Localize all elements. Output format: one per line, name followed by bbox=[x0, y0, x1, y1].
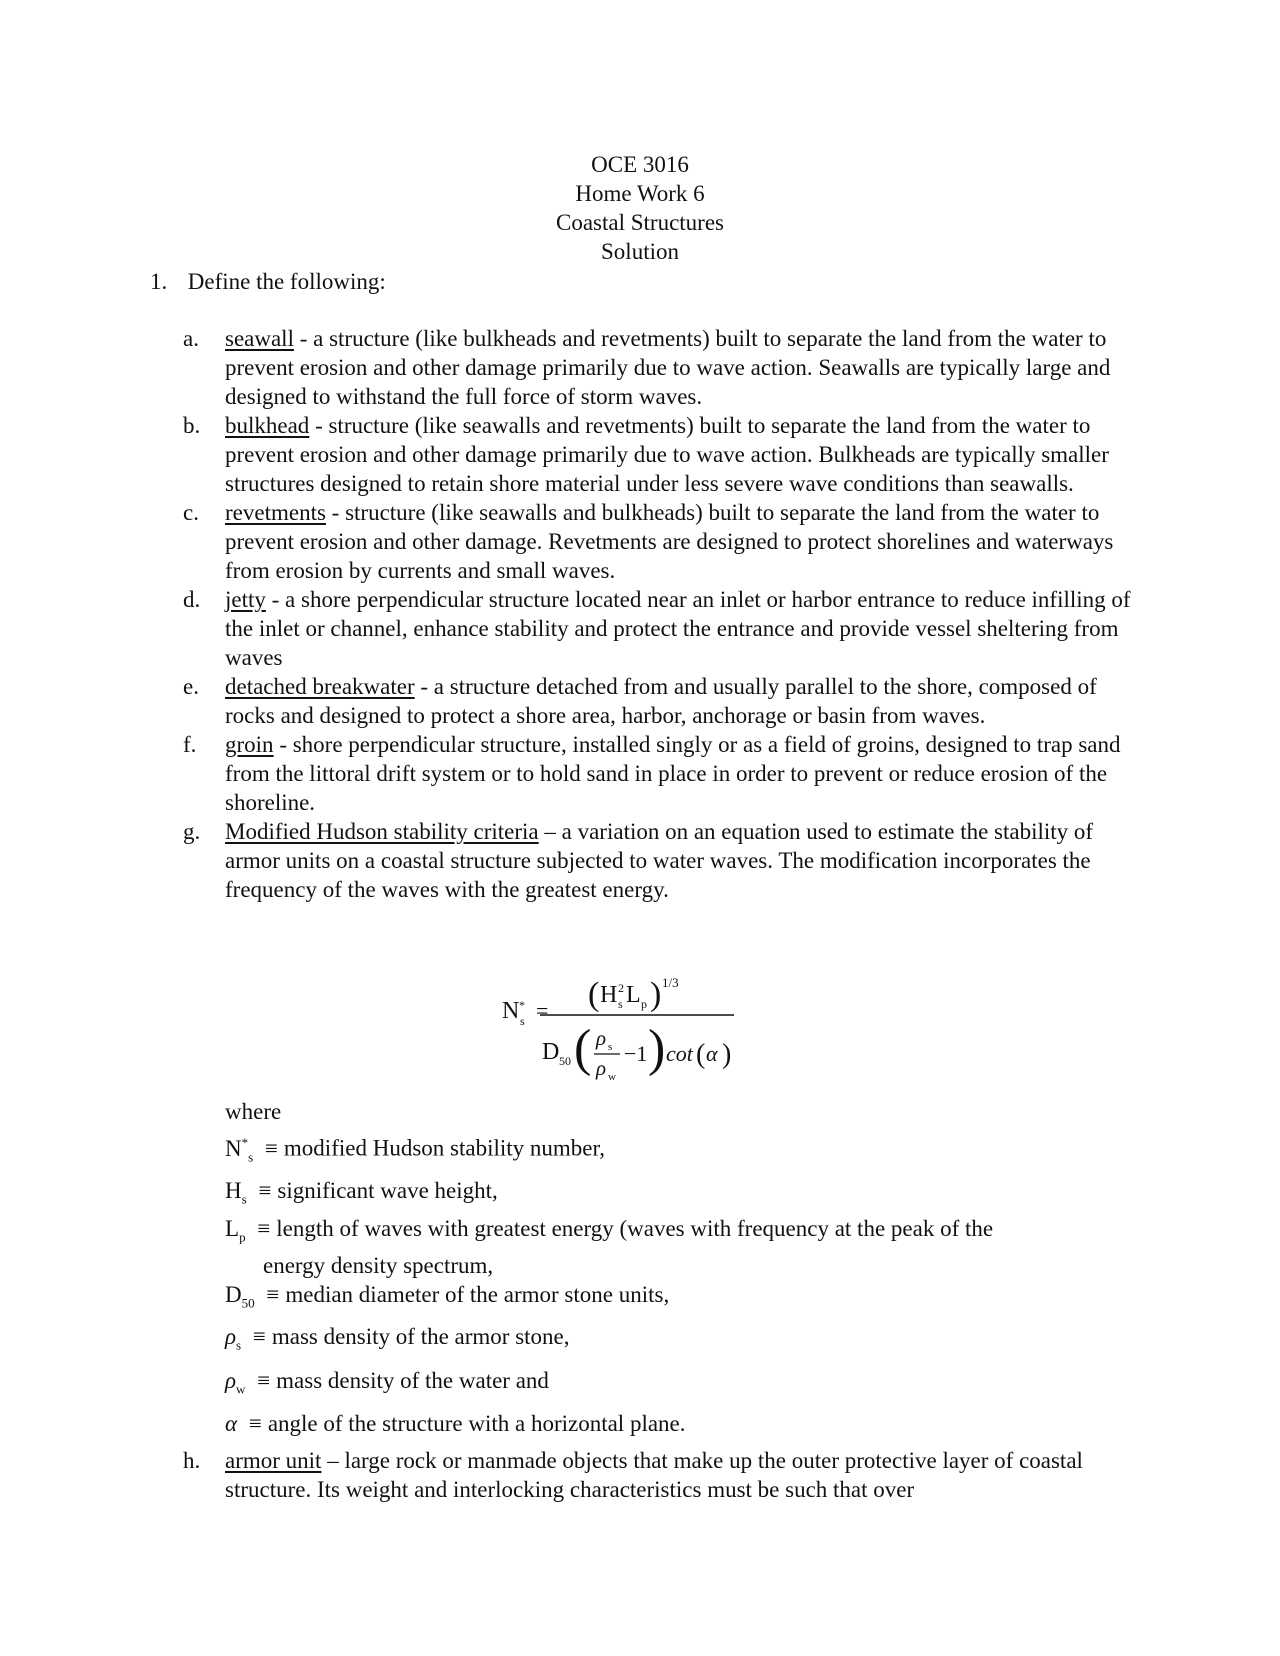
equiv-sign: ≡ bbox=[252, 1324, 266, 1350]
formula-num-L: L bbox=[626, 982, 641, 1008]
list-item bbox=[183, 498, 1143, 585]
assignment-title: Home Work 6 bbox=[575, 181, 705, 206]
item-letter: d. bbox=[183, 587, 201, 612]
def-symbol-sub: s bbox=[236, 1337, 242, 1353]
item-letter: h. bbox=[183, 1448, 201, 1473]
list-item bbox=[183, 411, 1143, 498]
def-symbol-sup: * bbox=[241, 1135, 249, 1150]
definition-row bbox=[225, 1128, 1105, 1171]
formula-den-D-sub: 50 bbox=[559, 1054, 571, 1068]
def-symbol-sub: 50 bbox=[241, 1296, 255, 1312]
def-text: length of waves with greatest energy (waves with frequency at the peak of the bbox=[276, 1215, 994, 1241]
item-letter: e. bbox=[183, 674, 199, 699]
formula-den-rho-w-sub: w bbox=[608, 1071, 616, 1083]
where-label: where bbox=[225, 1099, 282, 1124]
formula-equals: = bbox=[536, 998, 549, 1023]
document-header bbox=[0, 150, 1280, 266]
formula-num-exponent: 1/3 bbox=[662, 975, 679, 990]
item-text: - a structure detached from and usually parallel to the shore, composed of rocks and designed to protect a shore area, harbor, anchorage or basin from waves. bbox=[225, 674, 1097, 728]
formula-num-H-sub: s bbox=[618, 997, 623, 1011]
formula-num-H-sup: 2 bbox=[618, 981, 624, 995]
topic-title: Coastal Structures bbox=[556, 210, 724, 235]
item-term: jetty bbox=[225, 587, 266, 612]
equiv-sign: ≡ bbox=[257, 1215, 271, 1241]
formula-num-paren-right: ) bbox=[650, 976, 662, 1013]
formula-num-H: H bbox=[600, 982, 618, 1008]
def-symbol: ρ bbox=[225, 1324, 237, 1350]
list-item bbox=[183, 672, 1143, 730]
def-symbol: α bbox=[225, 1411, 238, 1437]
item-term: groin bbox=[225, 732, 274, 757]
formula-den-cot: cot bbox=[666, 1041, 693, 1066]
item-letter: b. bbox=[183, 413, 201, 438]
item-letter: g. bbox=[183, 819, 201, 844]
question-text: Define the following: bbox=[187, 269, 386, 294]
item-term: seawall bbox=[225, 326, 294, 351]
def-text: median diameter of the armor stone units, bbox=[285, 1282, 670, 1308]
formula-den-minus-one: −1 bbox=[624, 1041, 648, 1066]
definition-row bbox=[225, 1366, 1105, 1404]
definition-row bbox=[225, 1280, 1105, 1318]
def-text: significant wave height, bbox=[277, 1178, 498, 1204]
item-text: - structure (like seawalls and bulkheads) built to separate the land from the water to prevent erosion and other damage. Revetments are designed to protect shorelines and waterways from erosion by currents and small waves. bbox=[225, 500, 1114, 583]
formula-den-alpha: α bbox=[706, 1041, 718, 1066]
list-item bbox=[183, 730, 1143, 817]
formula-num-L-sub: p bbox=[641, 997, 647, 1011]
definition-list bbox=[183, 324, 1143, 904]
def-symbol-sub: p bbox=[239, 1229, 246, 1245]
item-text: - a shore perpendicular structure located near an inlet or harbor entrance to reduce infilling of the inlet or channel, enhance stability and protect the entrance and provide vessel sheltering from waves bbox=[225, 587, 1131, 670]
item-text: - shore perpendicular structure, installed singly or as a field of groins, designed to trap sand from the littoral drift system or to hold sand in place in order to prevent or reduce erosion of the shoreline. bbox=[225, 732, 1121, 815]
item-term: Modified Hudson stability criteria bbox=[225, 819, 539, 844]
hudson-formula bbox=[500, 975, 780, 1085]
list-item bbox=[183, 817, 1143, 904]
item-letter: f. bbox=[183, 732, 197, 757]
definition-row bbox=[225, 1409, 1105, 1438]
definition-row bbox=[225, 1214, 1105, 1252]
def-symbol-sub: w bbox=[236, 1381, 246, 1397]
formula-lhs: N bbox=[502, 998, 520, 1024]
item-letter: c. bbox=[183, 500, 199, 525]
formula-lhs-sub: s bbox=[520, 1014, 525, 1028]
formula-den-rho-s: ρ bbox=[596, 1026, 607, 1050]
formula-den-paren-right: ) bbox=[648, 1020, 666, 1077]
list-item bbox=[183, 1446, 1143, 1504]
def-symbol-sub: s bbox=[248, 1149, 254, 1165]
where-block bbox=[225, 1097, 1105, 1438]
item-text: - structure (like seawalls and revetments) built to separate the land from the water to prevent erosion and other damage primarily due to wave action. Bulkheads are typically smaller structures designed to retain shore material under less severe wave conditions than seawalls. bbox=[225, 413, 1109, 496]
def-text: angle of the structure with a horizontal plane. bbox=[267, 1411, 686, 1437]
formula-alpha-paren-right: ) bbox=[722, 1039, 732, 1070]
definition-row bbox=[225, 1176, 1105, 1214]
question-number: 1. bbox=[150, 269, 168, 294]
equiv-sign: ≡ bbox=[248, 1411, 262, 1437]
definition-row-continued: energy density spectrum, bbox=[263, 1253, 494, 1279]
formula-den-paren-left: ( bbox=[574, 1020, 592, 1077]
course-code: OCE 3016 bbox=[591, 152, 689, 177]
item-text: – a variation on an equation used to estimate the stability of armor units on a coastal structure subjected to water waves. The modification incorporates the frequency of the waves with the greatest energy. bbox=[225, 819, 1094, 902]
item-text: – large rock or manmade objects that make up the outer protective layer of coastal structure. Its weight and interlocking characteristics must be such that over bbox=[225, 1448, 1083, 1502]
formula-den-D: D bbox=[542, 1039, 560, 1065]
list-item bbox=[183, 324, 1143, 411]
document-kind: Solution bbox=[601, 239, 679, 264]
question-1 bbox=[150, 267, 386, 296]
list-item bbox=[183, 585, 1143, 672]
def-symbol: H bbox=[225, 1178, 242, 1204]
definition-row bbox=[225, 1322, 1105, 1360]
def-text: modified Hudson stability number, bbox=[283, 1135, 605, 1161]
def-symbol: L bbox=[225, 1215, 240, 1241]
item-letter: a. bbox=[183, 326, 199, 351]
formula-lhs-sup: * bbox=[519, 998, 525, 1012]
equiv-sign: ≡ bbox=[257, 1367, 271, 1393]
item-text: - a structure (like bulkheads and revetments) built to separate the land from the water to prevent erosion and other damage primarily due to wave action. Seawalls are typically large and designed to withstand the full force of storm waves. bbox=[225, 326, 1111, 409]
item-term: detached breakwater bbox=[225, 674, 415, 699]
formula-num-paren-left: ( bbox=[588, 976, 600, 1013]
def-symbol: D bbox=[225, 1282, 242, 1308]
def-text: mass density of the water and bbox=[276, 1367, 549, 1393]
equiv-sign: ≡ bbox=[258, 1178, 272, 1204]
item-term: bulkhead bbox=[225, 413, 310, 438]
item-term: armor unit bbox=[225, 1448, 322, 1473]
equiv-sign: ≡ bbox=[264, 1135, 278, 1161]
def-symbol: ρ bbox=[225, 1367, 237, 1393]
equiv-sign: ≡ bbox=[266, 1282, 280, 1308]
def-symbol-sub: s bbox=[241, 1191, 247, 1207]
def-symbol: N bbox=[225, 1135, 242, 1161]
formula-alpha-paren-left: ( bbox=[696, 1039, 706, 1070]
item-term: revetments bbox=[225, 500, 326, 525]
formula-den-rho-s-sub: s bbox=[608, 1041, 613, 1053]
def-text: mass density of the armor stone, bbox=[271, 1324, 570, 1350]
formula-den-rho-w: ρ bbox=[596, 1056, 607, 1080]
